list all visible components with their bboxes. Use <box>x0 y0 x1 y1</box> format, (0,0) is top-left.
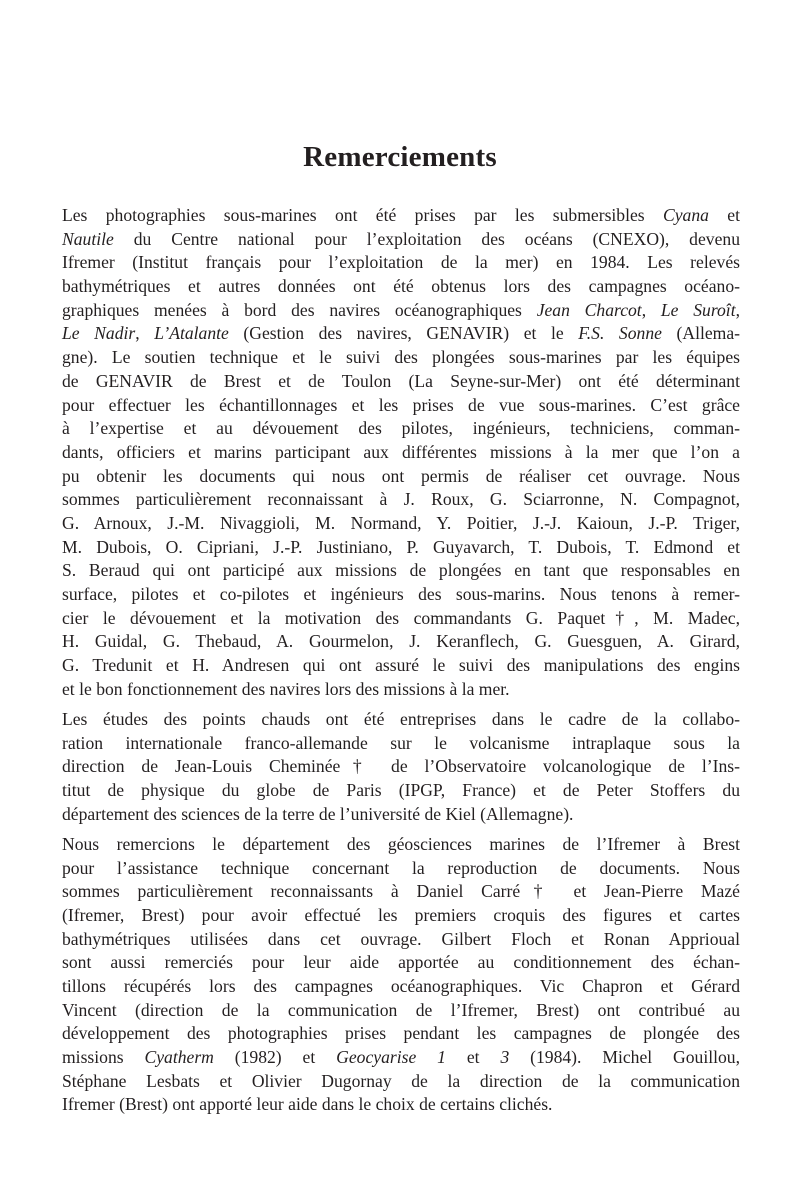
text-line <box>62 299 740 323</box>
text-segment: Les études des points chauds ont été entreprises dans le cadre de la collabo- <box>62 708 740 729</box>
document-body <box>62 204 740 1124</box>
text-segment: du Centre national pour l’exploitation des océans (CNEXO), devenu <box>113 228 740 249</box>
text-line <box>62 536 740 560</box>
italic-title: Nautile <box>62 228 114 249</box>
text-segment: bathymétriques utilisées dans cet ouvrage. Gilbert Floch et Ronan Apprioual <box>62 928 740 949</box>
text-segment: direction de Jean-Louis Cheminée† de l’Observatoire volcanologique de l’Ins- <box>62 756 740 777</box>
text-segment: développement des photographies prises pendant les campagnes de plongée des <box>62 1023 740 1044</box>
text-segment: G. Arnoux, J.-M. Nivaggioli, M. Normand, Y. Poitier, J.-J. Kaioun, J.-P. Triger, <box>62 512 740 533</box>
text-segment: S. Beraud qui ont participé aux missions de plongées en tant que responsables en <box>62 560 740 581</box>
text-segment: Ifremer (Brest) ont apporté leur aide dans le choix de certains clichés. <box>62 1094 553 1115</box>
text-segment: bathymétriques et autres données ont été obtenus lors des campagnes océano- <box>62 276 740 297</box>
italic-title: Le Nadir <box>62 323 136 344</box>
text-segment: , <box>135 323 155 344</box>
paragraph-1 <box>62 204 740 701</box>
text-segment: gne). Le soutien technique et le suivi des plongées sous-marines par les équipes <box>62 347 740 368</box>
text-segment: (Ifremer, Brest) pour avoir effectué les premiers croquis des figures et cartes <box>62 904 740 925</box>
text-segment: de GENAVIR de Brest et de Toulon (La Seyne-sur-Mer) ont été déterminant <box>62 370 740 391</box>
text-line <box>62 654 740 678</box>
text-line <box>62 1070 740 1094</box>
text-line <box>62 441 740 465</box>
text-segment: (Gestion des navires, GENAVIR) et le <box>228 323 579 344</box>
text-line <box>62 583 740 607</box>
text-line <box>62 322 740 346</box>
text-line <box>62 975 740 999</box>
text-line <box>62 559 740 583</box>
text-line <box>62 880 740 904</box>
italic-title: Cyatherm <box>144 1047 214 1068</box>
text-segment: H. Guidal, G. Thebaud, A. Gourmelon, J. Keranflech, G. Guesguen, A. Girard, <box>62 631 740 652</box>
text-segment: , <box>735 299 740 320</box>
italic-title: 3 <box>500 1047 510 1068</box>
text-segment: (Allema- <box>661 323 741 344</box>
italic-title: Cyana <box>663 205 709 225</box>
italic-title: L’Atalante <box>154 323 229 344</box>
text-segment: sommes particulièrement reconnaissants à Daniel Carré† et Jean-Pierre Mazé <box>62 881 740 902</box>
text-segment: surface, pilotes et co-pilotes et ingénieurs des sous-marins. Nous tenons à remer- <box>62 584 740 604</box>
italic-title: Jean Charcot <box>536 299 642 320</box>
italic-title: Le Suroît <box>660 299 736 320</box>
text-line <box>62 1046 740 1070</box>
text-segment: missions <box>62 1047 145 1068</box>
text-line <box>62 1093 740 1117</box>
text-line <box>62 275 740 299</box>
text-segment: et <box>708 205 740 225</box>
text-segment: sommes particulièrement reconnaissant à J. Roux, G. Sciarronne, N. Compagnot, <box>62 489 740 510</box>
text-line <box>62 394 740 418</box>
italic-title: Geocyarise 1 <box>336 1047 446 1068</box>
text-segment: pour effectuer les échantillonnages et les prises de vue sous-marines. C’est grâce <box>62 394 740 415</box>
text-line <box>62 678 740 702</box>
text-segment: dants, officiers et marins participant aux différentes missions à la mer que l’on a <box>62 441 740 462</box>
text-segment: pour l’assistance technique concernant la reproduction de documents. Nous <box>62 857 740 878</box>
text-segment: , <box>641 299 661 320</box>
text-line <box>62 951 740 975</box>
text-line <box>62 488 740 512</box>
text-segment: Vincent (direction de la communication de l’Ifremer, Brest) ont contribué au <box>62 999 740 1020</box>
text-line <box>62 904 740 928</box>
text-segment: et le bon fonctionnement des navires lors des missions à la mer. <box>62 678 510 699</box>
text-line <box>62 417 740 441</box>
text-line <box>62 204 740 228</box>
text-segment: G. Tredunit et H. Andresen qui ont assuré le suivi des manipulations des engins <box>62 655 740 676</box>
text-line <box>62 708 740 732</box>
paragraph-2 <box>62 708 740 826</box>
text-segment: M. Dubois, O. Cipriani, J.-P. Justiniano, P. Guyavarch, T. Dubois, T. Edmond et <box>62 536 740 557</box>
text-segment: graphiques menées à bord des navires océanographiques <box>62 299 537 320</box>
text-segment: sont aussi remerciés pour leur aide apportée au conditionnement des échan- <box>62 952 740 973</box>
text-line <box>62 346 740 370</box>
paragraph-3 <box>62 833 740 1117</box>
text-line <box>62 251 740 275</box>
text-line <box>62 779 740 803</box>
text-line <box>62 999 740 1023</box>
text-segment: Les photographies sous-marines ont été prises par les submersibles <box>62 205 663 225</box>
text-segment: et <box>445 1047 501 1068</box>
text-line <box>62 512 740 536</box>
page-title: Remerciements <box>303 141 497 174</box>
text-segment: à l’expertise et au dévouement des pilotes, ingénieurs, techniciens, comman- <box>62 418 740 439</box>
text-line <box>62 370 740 394</box>
text-segment: (1982) et <box>213 1047 337 1068</box>
text-segment: titut de physique du globe de Paris (IPGP, France) et de Peter Stoffers du <box>62 780 740 800</box>
text-line <box>62 465 740 489</box>
text-line <box>62 857 740 881</box>
text-segment: Stéphane Lesbats et Olivier Dugornay de la direction de la communication <box>62 1070 740 1091</box>
text-line <box>62 630 740 654</box>
text-segment: (1984). Michel Gouillou, <box>509 1047 740 1068</box>
text-segment: Nous remercions le département des géosciences marines de l’Ifremer à Brest <box>62 833 740 854</box>
italic-title: F.S. Sonne <box>578 323 662 344</box>
text-line <box>62 732 740 756</box>
text-segment: ration internationale franco-allemande sur le volcanisme intraplaque sous la <box>62 732 740 753</box>
text-segment: pu obtenir les documents qui nous ont permis de réaliser cet ouvrage. Nous <box>62 465 740 486</box>
text-line <box>62 1022 740 1046</box>
text-segment: département des sciences de la terre de l’université de Kiel (Allemagne). <box>62 803 574 824</box>
text-segment: Ifremer (Institut français pour l’exploitation de la mer) en 1984. Les relevés <box>62 252 740 273</box>
text-line <box>62 833 740 857</box>
text-line <box>62 607 740 631</box>
text-line <box>62 803 740 827</box>
text-line <box>62 228 740 252</box>
text-segment: cier le dévouement et la motivation des commandants G. Paquet†, M. Madec, <box>62 607 740 628</box>
text-line <box>62 928 740 952</box>
text-line <box>62 755 740 779</box>
text-segment: tillons récupérés lors des campagnes océanographiques. Vic Chapron et Gérard <box>62 976 740 996</box>
